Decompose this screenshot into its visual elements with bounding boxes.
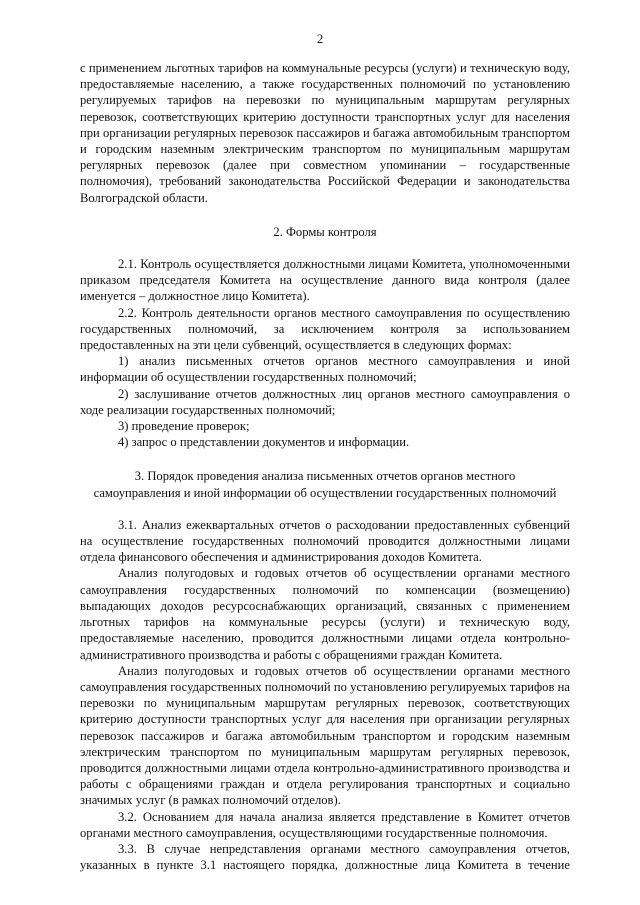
section-2-2-paragraph: 2.2. Контроль деятельности органов местного самоуправления по осуществлению государственных полномочий, за исключением контроля за использованием предоставленных на эти цели субвенций, осуществляется в следующих формах:: [80, 305, 570, 353]
forms-list-item-4: 4) запрос о представлении документов и информации.: [118, 435, 410, 450]
section-2-1-paragraph: 2.1. Контроль осуществляется должностными лицами Комитета, уполномоченными приказом председателя Комитета на осуществление данного вида контроля (далее именуется – должностное лицо Комитета).: [80, 257, 570, 304]
page-number: 2: [316, 32, 324, 46]
forms-list-item-1: 1) анализ письменных отчетов органов местного самоуправления и иной информации об осуществлении государственных полномочий;: [80, 354, 570, 385]
section-3-1-paragraph: 3.1. Анализ ежеквартальных отчетов о расходовании предоставленных субвенций на осуществление государственных полномочий проводится должностными лицами отдела финансового обеспечения и администрирования доходов Комитета.: [80, 517, 570, 565]
section-3-2-paragraph: 3.2. Основанием для начала анализа является представление в Комитет отчетов органами местного самоуправления, осуществляющими государственные полномочия.: [80, 809, 570, 840]
section-3-1-paragraph-3: Анализ полугодовых и годовых отчетов об осуществлении органами местного самоуправления государственных полномочий по установлению регулируемых тарифов на перевозки по муниципальным маршрутам регулярных перевозок, соответствующих критерию доступности транспортных услуг для населения при организации регулярных перевозок пассажиров и багажа автомобильным транспортом и городским наземным электрическим транспортом по муниципальным маршрутам регулярных перевозок, проводится должностными лицами отдела контрольно-административного производства и работы с обращениями граждан и отдела регулирования транспортных и социально значимых услуг (в рамках полномочий отделов).: [80, 663, 570, 808]
section-3-heading-line-2: самоуправления и иной информации об осуществлении государственных полномочий: [93, 485, 557, 500]
document-body: [80, 60, 570, 873]
intro-paragraph: с применением льготных тарифов на коммунальные ресурсы (услуги) и техническую воду, предоставляемые населению, а также государственных полномочий по установлению регулируемых тарифов на перевозки по муниципальным маршрутам регулярных перевозок, соответствующих критерию доступности транспортных услуг для населения при организации регулярных перевозок пассажиров и багажа автомобильным транспортом и городским наземным электрическим транспортом по муниципальным маршрутам регулярных перевозок (далее при совместном упоминании – государственные полномочия), требований законодательства Российской Федерации и законодательства Волгоградской области.: [80, 61, 570, 205]
section-2-heading: 2. Формы контроля: [273, 224, 377, 239]
section-3-heading-line-1: 3. Порядок проведения анализа письменных отчетов органов местного: [134, 469, 516, 484]
forms-list-item-2: 2) заслушивание отчетов должностных лиц органов местного самоуправления о ходе реализации государственных полномочий;: [80, 386, 570, 417]
section-3-3-paragraph: 3.3. В случае непредставления органами местного самоуправления отчетов, указанных в пункте 3.1 настоящего порядка, должностные лица Комитета в течение: [80, 841, 570, 873]
forms-list-item-3: 3) проведение проверок;: [118, 419, 250, 434]
section-3-1-paragraph-2: Анализ полугодовых и годовых отчетов об осуществлении органами местного самоуправления государственных полномочий по компенсации (возмещению) выпадающих доходов ресурсоснабжающих организаций, связанных с применением льготных тарифов на коммунальные ресурсы (услуги) и техническую воду, предоставляемые населению, проводится должностными лицами отдела контрольно-административного производства и работы с обращениями граждан Комитета.: [80, 566, 570, 662]
